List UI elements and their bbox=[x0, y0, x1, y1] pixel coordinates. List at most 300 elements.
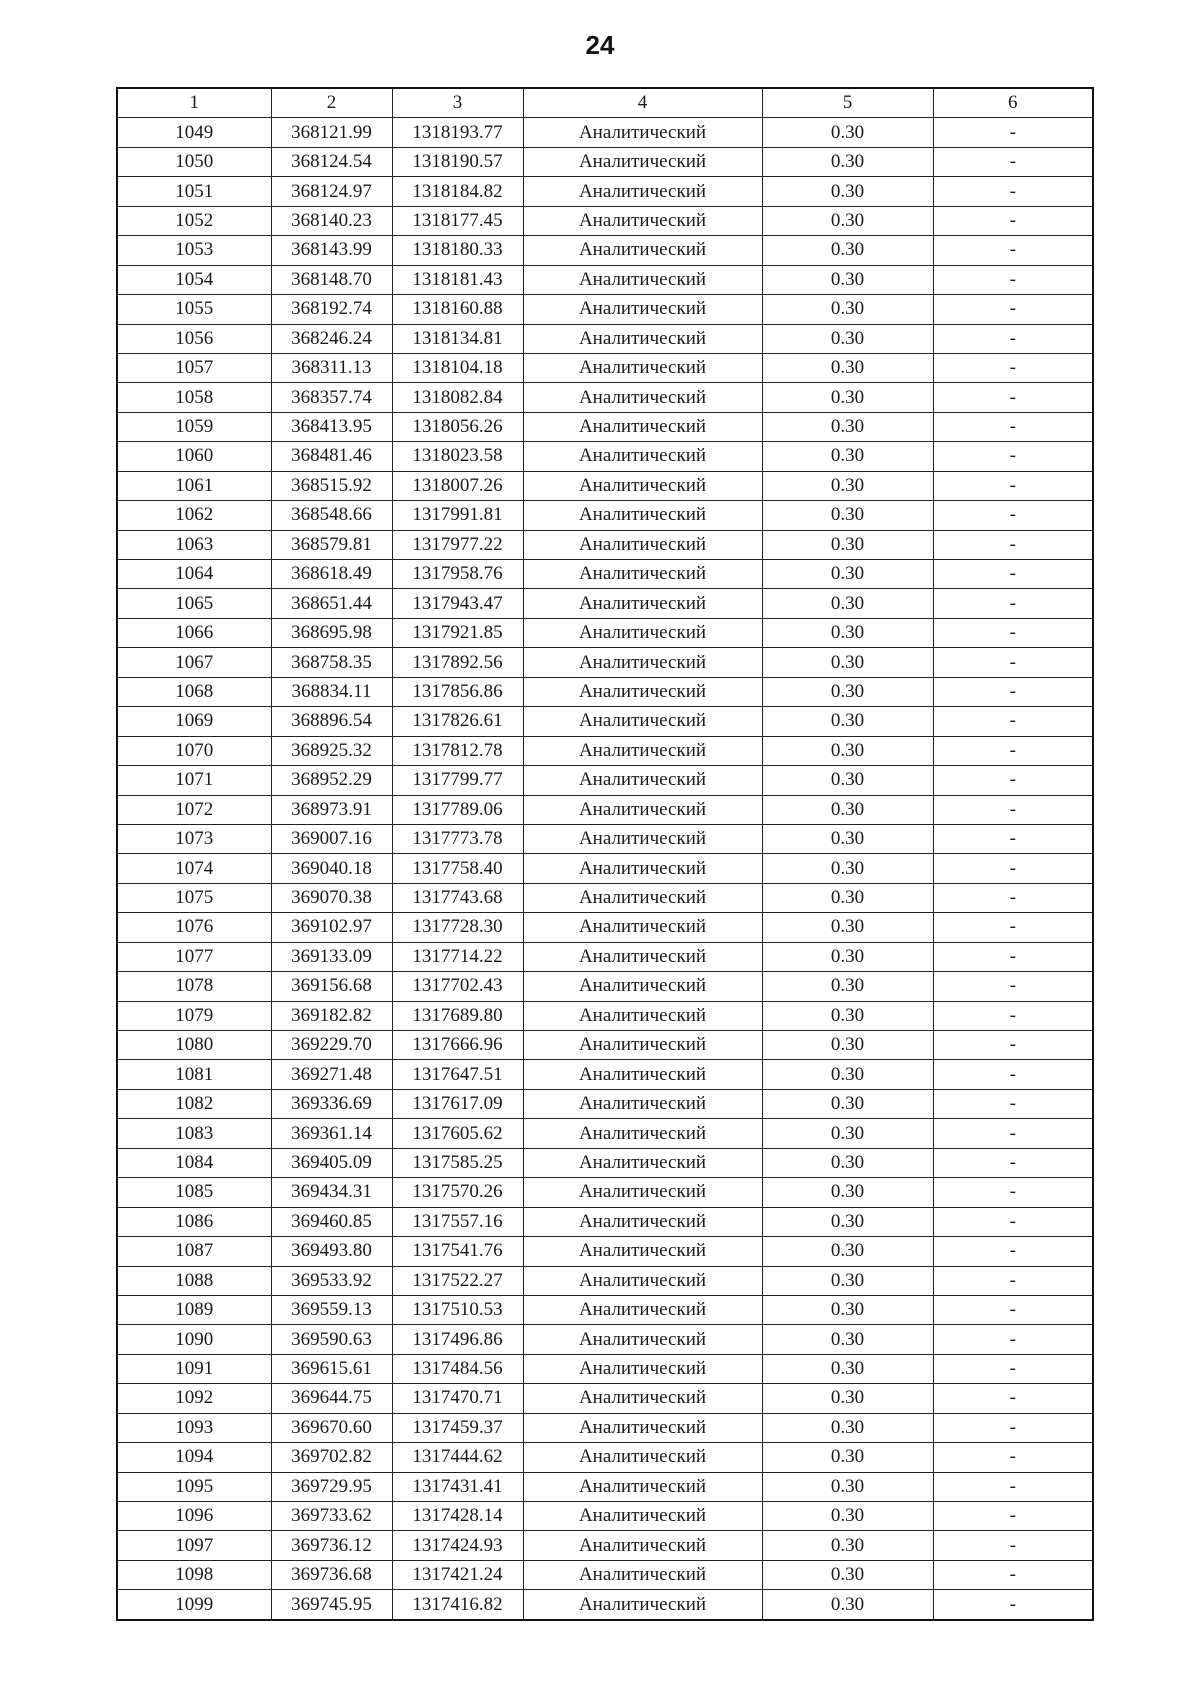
method-cell: Аналитический bbox=[523, 1031, 762, 1060]
accuracy-cell: 0.30 bbox=[762, 1472, 933, 1501]
x-coordinate-cell: 368246.24 bbox=[271, 324, 392, 353]
point-number-cell: 1093 bbox=[117, 1413, 271, 1442]
note-cell: - bbox=[933, 177, 1093, 206]
point-number-cell: 1077 bbox=[117, 942, 271, 971]
point-number-cell: 1095 bbox=[117, 1472, 271, 1501]
y-coordinate-cell: 1317892.56 bbox=[392, 648, 523, 677]
note-cell: - bbox=[933, 412, 1093, 441]
method-cell: Аналитический bbox=[523, 1119, 762, 1148]
y-coordinate-cell: 1317958.76 bbox=[392, 560, 523, 589]
accuracy-cell: 0.30 bbox=[762, 412, 933, 441]
accuracy-cell: 0.30 bbox=[762, 1560, 933, 1589]
x-coordinate-cell: 368124.97 bbox=[271, 177, 392, 206]
column-header-2: 2 bbox=[271, 88, 392, 118]
method-cell: Аналитический bbox=[523, 1178, 762, 1207]
method-cell: Аналитический bbox=[523, 560, 762, 589]
accuracy-cell: 0.30 bbox=[762, 383, 933, 412]
point-number-cell: 1053 bbox=[117, 236, 271, 265]
y-coordinate-cell: 1318104.18 bbox=[392, 353, 523, 382]
accuracy-cell: 0.30 bbox=[762, 942, 933, 971]
x-coordinate-cell: 369615.61 bbox=[271, 1354, 392, 1383]
method-cell: Аналитический bbox=[523, 766, 762, 795]
note-cell: - bbox=[933, 560, 1093, 589]
note-cell: - bbox=[933, 324, 1093, 353]
note-cell: - bbox=[933, 707, 1093, 736]
y-coordinate-cell: 1317570.26 bbox=[392, 1178, 523, 1207]
table-row bbox=[117, 1266, 1093, 1295]
method-cell: Аналитический bbox=[523, 589, 762, 618]
x-coordinate-cell: 368651.44 bbox=[271, 589, 392, 618]
accuracy-cell: 0.30 bbox=[762, 1148, 933, 1177]
accuracy-cell: 0.30 bbox=[762, 118, 933, 147]
y-coordinate-cell: 1317585.25 bbox=[392, 1148, 523, 1177]
x-coordinate-cell: 369493.80 bbox=[271, 1237, 392, 1266]
method-cell: Аналитический bbox=[523, 1060, 762, 1089]
method-cell: Аналитический bbox=[523, 1413, 762, 1442]
note-cell: - bbox=[933, 147, 1093, 176]
method-cell: Аналитический bbox=[523, 206, 762, 235]
x-coordinate-cell: 368413.95 bbox=[271, 412, 392, 441]
table-row bbox=[117, 530, 1093, 559]
point-number-cell: 1081 bbox=[117, 1060, 271, 1089]
table-row bbox=[117, 206, 1093, 235]
note-cell: - bbox=[933, 265, 1093, 294]
accuracy-cell: 0.30 bbox=[762, 265, 933, 294]
y-coordinate-cell: 1318177.45 bbox=[392, 206, 523, 235]
accuracy-cell: 0.30 bbox=[762, 1443, 933, 1472]
method-cell: Аналитический bbox=[523, 1531, 762, 1560]
accuracy-cell: 0.30 bbox=[762, 1354, 933, 1383]
x-coordinate-cell: 368695.98 bbox=[271, 618, 392, 647]
method-cell: Аналитический bbox=[523, 530, 762, 559]
x-coordinate-cell: 369229.70 bbox=[271, 1031, 392, 1060]
note-cell: - bbox=[933, 236, 1093, 265]
note-cell: - bbox=[933, 1590, 1093, 1620]
point-number-cell: 1057 bbox=[117, 353, 271, 382]
y-coordinate-cell: 1318082.84 bbox=[392, 383, 523, 412]
page-number: 24 bbox=[585, 30, 615, 60]
point-number-cell: 1092 bbox=[117, 1384, 271, 1413]
method-cell: Аналитический bbox=[523, 412, 762, 441]
note-cell: - bbox=[933, 1354, 1093, 1383]
note-cell: - bbox=[933, 648, 1093, 677]
x-coordinate-cell: 369040.18 bbox=[271, 854, 392, 883]
note-cell: - bbox=[933, 972, 1093, 1001]
accuracy-cell: 0.30 bbox=[762, 883, 933, 912]
table-row bbox=[117, 618, 1093, 647]
point-number-cell: 1065 bbox=[117, 589, 271, 618]
point-number-cell: 1073 bbox=[117, 824, 271, 853]
y-coordinate-cell: 1318181.43 bbox=[392, 265, 523, 294]
point-number-cell: 1076 bbox=[117, 913, 271, 942]
x-coordinate-cell: 369182.82 bbox=[271, 1001, 392, 1030]
y-coordinate-cell: 1317557.16 bbox=[392, 1207, 523, 1236]
method-cell: Аналитический bbox=[523, 442, 762, 471]
header-row bbox=[117, 88, 1093, 118]
method-cell: Аналитический bbox=[523, 972, 762, 1001]
y-coordinate-cell: 1317812.78 bbox=[392, 736, 523, 765]
y-coordinate-cell: 1317826.61 bbox=[392, 707, 523, 736]
table-row bbox=[117, 1560, 1093, 1589]
accuracy-cell: 0.30 bbox=[762, 471, 933, 500]
note-cell: - bbox=[933, 1031, 1093, 1060]
table-row bbox=[117, 1325, 1093, 1354]
y-coordinate-cell: 1317758.40 bbox=[392, 854, 523, 883]
point-number-cell: 1078 bbox=[117, 972, 271, 1001]
method-cell: Аналитический bbox=[523, 1443, 762, 1472]
note-cell: - bbox=[933, 795, 1093, 824]
method-cell: Аналитический bbox=[523, 1325, 762, 1354]
y-coordinate-cell: 1317470.71 bbox=[392, 1384, 523, 1413]
method-cell: Аналитический bbox=[523, 677, 762, 706]
table-row bbox=[117, 1031, 1093, 1060]
y-coordinate-cell: 1317424.93 bbox=[392, 1531, 523, 1560]
point-number-cell: 1059 bbox=[117, 412, 271, 441]
y-coordinate-cell: 1318190.57 bbox=[392, 147, 523, 176]
note-cell: - bbox=[933, 1531, 1093, 1560]
x-coordinate-cell: 369644.75 bbox=[271, 1384, 392, 1413]
point-number-cell: 1055 bbox=[117, 295, 271, 324]
y-coordinate-cell: 1318023.58 bbox=[392, 442, 523, 471]
y-coordinate-cell: 1317789.06 bbox=[392, 795, 523, 824]
point-number-cell: 1061 bbox=[117, 471, 271, 500]
y-coordinate-cell: 1318056.26 bbox=[392, 412, 523, 441]
point-number-cell: 1083 bbox=[117, 1119, 271, 1148]
table-row bbox=[117, 824, 1093, 853]
table-row bbox=[117, 795, 1093, 824]
y-coordinate-cell: 1317799.77 bbox=[392, 766, 523, 795]
note-cell: - bbox=[933, 1119, 1093, 1148]
x-coordinate-cell: 369460.85 bbox=[271, 1207, 392, 1236]
y-coordinate-cell: 1318134.81 bbox=[392, 324, 523, 353]
accuracy-cell: 0.30 bbox=[762, 677, 933, 706]
y-coordinate-cell: 1317459.37 bbox=[392, 1413, 523, 1442]
accuracy-cell: 0.30 bbox=[762, 1089, 933, 1118]
x-coordinate-cell: 369559.13 bbox=[271, 1295, 392, 1324]
point-number-cell: 1085 bbox=[117, 1178, 271, 1207]
table-row bbox=[117, 883, 1093, 912]
table-row bbox=[117, 766, 1093, 795]
method-cell: Аналитический bbox=[523, 618, 762, 647]
method-cell: Аналитический bbox=[523, 942, 762, 971]
accuracy-cell: 0.30 bbox=[762, 854, 933, 883]
table-row bbox=[117, 147, 1093, 176]
point-number-cell: 1094 bbox=[117, 1443, 271, 1472]
note-cell: - bbox=[933, 913, 1093, 942]
method-cell: Аналитический bbox=[523, 1089, 762, 1118]
table-row bbox=[117, 1207, 1093, 1236]
table-row bbox=[117, 707, 1093, 736]
method-cell: Аналитический bbox=[523, 383, 762, 412]
accuracy-cell: 0.30 bbox=[762, 1325, 933, 1354]
point-number-cell: 1056 bbox=[117, 324, 271, 353]
method-cell: Аналитический bbox=[523, 1295, 762, 1324]
y-coordinate-cell: 1317666.96 bbox=[392, 1031, 523, 1060]
accuracy-cell: 0.30 bbox=[762, 530, 933, 559]
accuracy-cell: 0.30 bbox=[762, 1207, 933, 1236]
accuracy-cell: 0.30 bbox=[762, 560, 933, 589]
method-cell: Аналитический bbox=[523, 265, 762, 294]
table-row bbox=[117, 1472, 1093, 1501]
method-cell: Аналитический bbox=[523, 1472, 762, 1501]
table-row bbox=[117, 471, 1093, 500]
accuracy-cell: 0.30 bbox=[762, 295, 933, 324]
table-row bbox=[117, 736, 1093, 765]
note-cell: - bbox=[933, 1325, 1093, 1354]
table-row bbox=[117, 1060, 1093, 1089]
y-coordinate-cell: 1317773.78 bbox=[392, 824, 523, 853]
y-coordinate-cell: 1317416.82 bbox=[392, 1590, 523, 1620]
x-coordinate-cell: 368192.74 bbox=[271, 295, 392, 324]
point-number-cell: 1086 bbox=[117, 1207, 271, 1236]
table-row bbox=[117, 1531, 1093, 1560]
x-coordinate-cell: 369156.68 bbox=[271, 972, 392, 1001]
column-header-4: 4 bbox=[523, 88, 762, 118]
note-cell: - bbox=[933, 1384, 1093, 1413]
note-cell: - bbox=[933, 1237, 1093, 1266]
x-coordinate-cell: 369702.82 bbox=[271, 1443, 392, 1472]
method-cell: Аналитический bbox=[523, 236, 762, 265]
point-number-cell: 1090 bbox=[117, 1325, 271, 1354]
note-cell: - bbox=[933, 442, 1093, 471]
point-number-cell: 1075 bbox=[117, 883, 271, 912]
y-coordinate-cell: 1317541.76 bbox=[392, 1237, 523, 1266]
column-header-5: 5 bbox=[762, 88, 933, 118]
x-coordinate-cell: 369405.09 bbox=[271, 1148, 392, 1177]
table-row bbox=[117, 442, 1093, 471]
note-cell: - bbox=[933, 353, 1093, 382]
accuracy-cell: 0.30 bbox=[762, 177, 933, 206]
point-number-cell: 1060 bbox=[117, 442, 271, 471]
x-coordinate-cell: 368925.32 bbox=[271, 736, 392, 765]
accuracy-cell: 0.30 bbox=[762, 206, 933, 235]
note-cell: - bbox=[933, 295, 1093, 324]
point-number-cell: 1070 bbox=[117, 736, 271, 765]
column-header-1: 1 bbox=[117, 88, 271, 118]
method-cell: Аналитический bbox=[523, 353, 762, 382]
note-cell: - bbox=[933, 471, 1093, 500]
y-coordinate-cell: 1317728.30 bbox=[392, 913, 523, 942]
note-cell: - bbox=[933, 824, 1093, 853]
table-row bbox=[117, 236, 1093, 265]
y-coordinate-cell: 1317421.24 bbox=[392, 1560, 523, 1589]
accuracy-cell: 0.30 bbox=[762, 1590, 933, 1620]
table-row bbox=[117, 972, 1093, 1001]
x-coordinate-cell: 368121.99 bbox=[271, 118, 392, 147]
point-number-cell: 1091 bbox=[117, 1354, 271, 1383]
table-row bbox=[117, 353, 1093, 382]
x-coordinate-cell: 369133.09 bbox=[271, 942, 392, 971]
x-coordinate-cell: 369729.95 bbox=[271, 1472, 392, 1501]
x-coordinate-cell: 368124.54 bbox=[271, 147, 392, 176]
x-coordinate-cell: 369070.38 bbox=[271, 883, 392, 912]
method-cell: Аналитический bbox=[523, 1237, 762, 1266]
y-coordinate-cell: 1317977.22 bbox=[392, 530, 523, 559]
table-row bbox=[117, 1384, 1093, 1413]
point-number-cell: 1058 bbox=[117, 383, 271, 412]
x-coordinate-cell: 368311.13 bbox=[271, 353, 392, 382]
accuracy-cell: 0.30 bbox=[762, 972, 933, 1001]
point-number-cell: 1096 bbox=[117, 1502, 271, 1531]
y-coordinate-cell: 1317444.62 bbox=[392, 1443, 523, 1472]
accuracy-cell: 0.30 bbox=[762, 913, 933, 942]
x-coordinate-cell: 368618.49 bbox=[271, 560, 392, 589]
x-coordinate-cell: 368758.35 bbox=[271, 648, 392, 677]
note-cell: - bbox=[933, 1295, 1093, 1324]
note-cell: - bbox=[933, 383, 1093, 412]
point-number-cell: 1062 bbox=[117, 501, 271, 530]
method-cell: Аналитический bbox=[523, 295, 762, 324]
point-number-cell: 1064 bbox=[117, 560, 271, 589]
x-coordinate-cell: 369733.62 bbox=[271, 1502, 392, 1531]
method-cell: Аналитический bbox=[523, 1148, 762, 1177]
method-cell: Аналитический bbox=[523, 147, 762, 176]
accuracy-cell: 0.30 bbox=[762, 736, 933, 765]
x-coordinate-cell: 368548.66 bbox=[271, 501, 392, 530]
y-coordinate-cell: 1317431.41 bbox=[392, 1472, 523, 1501]
method-cell: Аналитический bbox=[523, 471, 762, 500]
table-row bbox=[117, 560, 1093, 589]
note-cell: - bbox=[933, 1089, 1093, 1118]
accuracy-cell: 0.30 bbox=[762, 324, 933, 353]
table-row bbox=[117, 118, 1093, 147]
method-cell: Аналитический bbox=[523, 736, 762, 765]
y-coordinate-cell: 1317991.81 bbox=[392, 501, 523, 530]
method-cell: Аналитический bbox=[523, 795, 762, 824]
method-cell: Аналитический bbox=[523, 648, 762, 677]
y-coordinate-cell: 1318193.77 bbox=[392, 118, 523, 147]
method-cell: Аналитический bbox=[523, 1384, 762, 1413]
note-cell: - bbox=[933, 1443, 1093, 1472]
note-cell: - bbox=[933, 589, 1093, 618]
accuracy-cell: 0.30 bbox=[762, 1031, 933, 1060]
note-cell: - bbox=[933, 1178, 1093, 1207]
method-cell: Аналитический bbox=[523, 1502, 762, 1531]
table-row bbox=[117, 412, 1093, 441]
table-row bbox=[117, 295, 1093, 324]
x-coordinate-cell: 368952.29 bbox=[271, 766, 392, 795]
y-coordinate-cell: 1317522.27 bbox=[392, 1266, 523, 1295]
accuracy-cell: 0.30 bbox=[762, 1266, 933, 1295]
note-cell: - bbox=[933, 1472, 1093, 1501]
note-cell: - bbox=[933, 1413, 1093, 1442]
note-cell: - bbox=[933, 1266, 1093, 1295]
accuracy-cell: 0.30 bbox=[762, 442, 933, 471]
table-row bbox=[117, 324, 1093, 353]
table-row bbox=[117, 1148, 1093, 1177]
point-number-cell: 1071 bbox=[117, 766, 271, 795]
table-row bbox=[117, 1413, 1093, 1442]
point-number-cell: 1088 bbox=[117, 1266, 271, 1295]
y-coordinate-cell: 1317714.22 bbox=[392, 942, 523, 971]
accuracy-cell: 0.30 bbox=[762, 1119, 933, 1148]
table-row bbox=[117, 1001, 1093, 1030]
method-cell: Аналитический bbox=[523, 1001, 762, 1030]
y-coordinate-cell: 1317510.53 bbox=[392, 1295, 523, 1324]
point-number-cell: 1069 bbox=[117, 707, 271, 736]
x-coordinate-cell: 369336.69 bbox=[271, 1089, 392, 1118]
x-coordinate-cell: 368143.99 bbox=[271, 236, 392, 265]
y-coordinate-cell: 1317689.80 bbox=[392, 1001, 523, 1030]
y-coordinate-cell: 1317702.43 bbox=[392, 972, 523, 1001]
accuracy-cell: 0.30 bbox=[762, 707, 933, 736]
table-row bbox=[117, 1119, 1093, 1148]
note-cell: - bbox=[933, 206, 1093, 235]
x-coordinate-cell: 369670.60 bbox=[271, 1413, 392, 1442]
table-row bbox=[117, 1590, 1093, 1620]
method-cell: Аналитический bbox=[523, 883, 762, 912]
y-coordinate-cell: 1317428.14 bbox=[392, 1502, 523, 1531]
table-row bbox=[117, 1443, 1093, 1472]
point-number-cell: 1072 bbox=[117, 795, 271, 824]
method-cell: Аналитический bbox=[523, 854, 762, 883]
method-cell: Аналитический bbox=[523, 1560, 762, 1589]
x-coordinate-cell: 369590.63 bbox=[271, 1325, 392, 1354]
y-coordinate-cell: 1317605.62 bbox=[392, 1119, 523, 1148]
method-cell: Аналитический bbox=[523, 1266, 762, 1295]
note-cell: - bbox=[933, 942, 1093, 971]
table-row bbox=[117, 177, 1093, 206]
point-number-cell: 1087 bbox=[117, 1237, 271, 1266]
y-coordinate-cell: 1317484.56 bbox=[392, 1354, 523, 1383]
note-cell: - bbox=[933, 501, 1093, 530]
point-number-cell: 1068 bbox=[117, 677, 271, 706]
table-row bbox=[117, 1178, 1093, 1207]
x-coordinate-cell: 369736.68 bbox=[271, 1560, 392, 1589]
y-coordinate-cell: 1318180.33 bbox=[392, 236, 523, 265]
method-cell: Аналитический bbox=[523, 1590, 762, 1620]
point-number-cell: 1049 bbox=[117, 118, 271, 147]
accuracy-cell: 0.30 bbox=[762, 1178, 933, 1207]
x-coordinate-cell: 368973.91 bbox=[271, 795, 392, 824]
accuracy-cell: 0.30 bbox=[762, 795, 933, 824]
accuracy-cell: 0.30 bbox=[762, 766, 933, 795]
accuracy-cell: 0.30 bbox=[762, 648, 933, 677]
x-coordinate-cell: 369736.12 bbox=[271, 1531, 392, 1560]
table-row bbox=[117, 854, 1093, 883]
point-number-cell: 1089 bbox=[117, 1295, 271, 1324]
table-row bbox=[117, 1354, 1093, 1383]
method-cell: Аналитический bbox=[523, 118, 762, 147]
note-cell: - bbox=[933, 1560, 1093, 1589]
point-number-cell: 1082 bbox=[117, 1089, 271, 1118]
y-coordinate-cell: 1317856.86 bbox=[392, 677, 523, 706]
x-coordinate-cell: 369361.14 bbox=[271, 1119, 392, 1148]
x-coordinate-cell: 368896.54 bbox=[271, 707, 392, 736]
point-number-cell: 1084 bbox=[117, 1148, 271, 1177]
method-cell: Аналитический bbox=[523, 913, 762, 942]
y-coordinate-cell: 1317496.86 bbox=[392, 1325, 523, 1354]
point-number-cell: 1051 bbox=[117, 177, 271, 206]
point-number-cell: 1079 bbox=[117, 1001, 271, 1030]
accuracy-cell: 0.30 bbox=[762, 236, 933, 265]
method-cell: Аналитический bbox=[523, 707, 762, 736]
y-coordinate-cell: 1318007.26 bbox=[392, 471, 523, 500]
y-coordinate-cell: 1317943.47 bbox=[392, 589, 523, 618]
note-cell: - bbox=[933, 1001, 1093, 1030]
table-row bbox=[117, 383, 1093, 412]
x-coordinate-cell: 368148.70 bbox=[271, 265, 392, 294]
x-coordinate-cell: 368481.46 bbox=[271, 442, 392, 471]
method-cell: Аналитический bbox=[523, 1207, 762, 1236]
y-coordinate-cell: 1317617.09 bbox=[392, 1089, 523, 1118]
point-number-cell: 1097 bbox=[117, 1531, 271, 1560]
y-coordinate-cell: 1318160.88 bbox=[392, 295, 523, 324]
table-row bbox=[117, 677, 1093, 706]
x-coordinate-cell: 368140.23 bbox=[271, 206, 392, 235]
x-coordinate-cell: 369745.95 bbox=[271, 1590, 392, 1620]
note-cell: - bbox=[933, 530, 1093, 559]
